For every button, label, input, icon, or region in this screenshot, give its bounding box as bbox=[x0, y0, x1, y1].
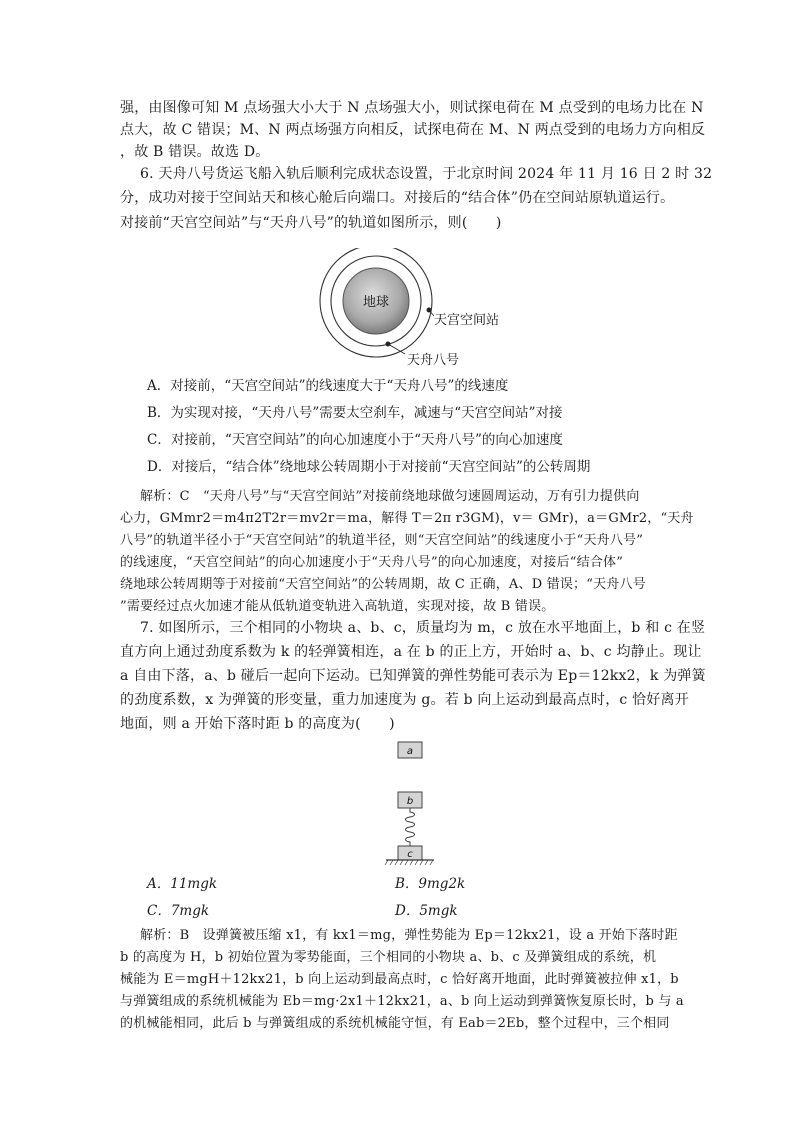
q7-stem-5: 地面，则 a 开始下落时距 b 的高度为( ) bbox=[120, 716, 395, 732]
q7-stem-1: 7. 如图所示，三个相同的小物块 a、b、c，质量均为 m，c 放在水平地面上，b 和 c 在竖 bbox=[140, 620, 706, 636]
q6-analysis-2: 心力，GMmr2＝m4π2T2r＝mv2r＝ma，解得 T＝2π r3GM)，v＝ GMr)，a＝GMr2，“天舟 bbox=[120, 511, 694, 526]
orbit-figure bbox=[310, 248, 510, 373]
q7-stem-3: a 自由下落，a、b 碰后一起向下运动。已知弹簧的弹性势能可表示为 Ep＝12kx2，k 为弹簧 bbox=[120, 668, 706, 684]
spring bbox=[406, 808, 415, 846]
q6-stem-3: 对接前“天宫空间站”与“天舟八号”的轨道如图所示，则( ) bbox=[120, 215, 502, 231]
q7-analysis-2: b 的高度为 H，b 初始位置为零势能面，三个相同的小物块 a、b、c 及弹簧组成的系统，机 bbox=[120, 950, 657, 965]
q6-analysis-4: 的线速度，“天宫空间站”的向心加速度小于“天舟八号”的向心加速度，对接后“结合体” bbox=[120, 555, 624, 570]
q6-analysis-6: ”需要经过点火加速才能从低轨道变轨进入高轨道，实现对接，故 B 错误。 bbox=[120, 599, 555, 614]
q7-stem-2: 直方向上通过劲度系数为 k 的轻弹簧相连，a 在 b 的正上方，开始时 a、b、c 均静止。现让 bbox=[120, 644, 702, 660]
earth-label: 地球 bbox=[362, 295, 390, 310]
top-line-3: ，故 B 错误。故选 D。 bbox=[120, 144, 270, 160]
q6-analysis-1: 解析：C “天舟八号”与“天宫空间站”对接前绕地球做匀速圆周运动，万有引力提供向 bbox=[140, 489, 640, 504]
block-a-label: a bbox=[406, 746, 414, 757]
q6-option-c: C．对接前，“天宫空间站”的向心加速度小于“天舟八号”的向心加速度 bbox=[147, 432, 563, 448]
q6-analysis-3: 八号”的轨道半径小于“天宫空间站”的轨道半径，则“天宫空间站”的线速度小于“天舟八号” bbox=[120, 533, 644, 548]
q7-option-d: D．5mgk bbox=[395, 903, 458, 919]
q6-stem-1: 6. 天舟八号货运飞船入轨后顺利完成状态设置，于北京时间 2024 年 11 月 16 日 2 时 32 bbox=[140, 166, 713, 182]
q6-option-a: A．对接前，“天宫空间站”的线速度大于“天舟八号”的线速度 bbox=[147, 378, 509, 394]
q7-analysis-1: 解析：B 设弹簧被压缩 x1，有 kx1＝mg，弹性势能为 Ep＝12kx21，设 a 开始下落时距 bbox=[140, 928, 678, 943]
top-line-2: 点大，故 C 错误；M、N 两点场强方向相反，试探电荷在 M、N 两点受到的电场力方向相反 bbox=[120, 122, 706, 138]
q6-option-d: D．对接后，“结合体”绕地球公转周期小于对接前“天宫空间站”的公转周期 bbox=[147, 459, 591, 475]
q7-analysis-4: 与弹簧组成的系统机械能为 Eb＝mg·2x1＋12kx21，a、b 向上运动到弹簧恢复原长时，b 与 a bbox=[120, 994, 684, 1009]
q7-analysis-3: 械能为 E＝mgH＋12kx21，b 向上运动到最高点时，c 恰好离开地面，此时弹簧被拉伸 x1，b bbox=[120, 972, 679, 987]
q7-option-a: A．11mgk bbox=[147, 876, 218, 892]
block-b-label: b bbox=[406, 796, 414, 807]
q7-analysis-5: 的机械能相同，此后 b 与弹簧组成的系统机械能守恒，有 Eab＝2Eb，整个过程中，三个相同 bbox=[120, 1016, 670, 1031]
q7-option-c: C．7mgk bbox=[147, 903, 210, 919]
block-c-label: c bbox=[407, 849, 413, 860]
top-line-1: 强，由图像可知 M 点场强大小大于 N 点场强大小，则试探电荷在 M 点受到的电场力比在 N bbox=[120, 100, 704, 116]
q7-stem-4: 的劲度系数，x 为弹簧的形变量，重力加速度为 g。若 b 向上运动到最高点时，c 恰好离开 bbox=[120, 692, 689, 708]
q6-option-b: B．为实现对接，“天舟八号”需要太空刹车，减速与“天宫空间站”对接 bbox=[147, 405, 563, 421]
q6-analysis-5: 绕地球公转周期等于对接前“天宫空间站”的公转周期，故 C 正确，A、D 错误；“天舟八号 bbox=[120, 577, 646, 592]
q7-option-b: B．9mg2k bbox=[395, 876, 466, 892]
station-label: 天宫空间站 bbox=[434, 313, 500, 328]
ship-label: 天舟八号 bbox=[407, 353, 460, 368]
spring-figure bbox=[380, 738, 440, 868]
q6-stem-2: 分，成功对接于空间站天和核心舱后向端口。对接后的“结合体”仍在空间站原轨道运行。 bbox=[120, 190, 675, 206]
